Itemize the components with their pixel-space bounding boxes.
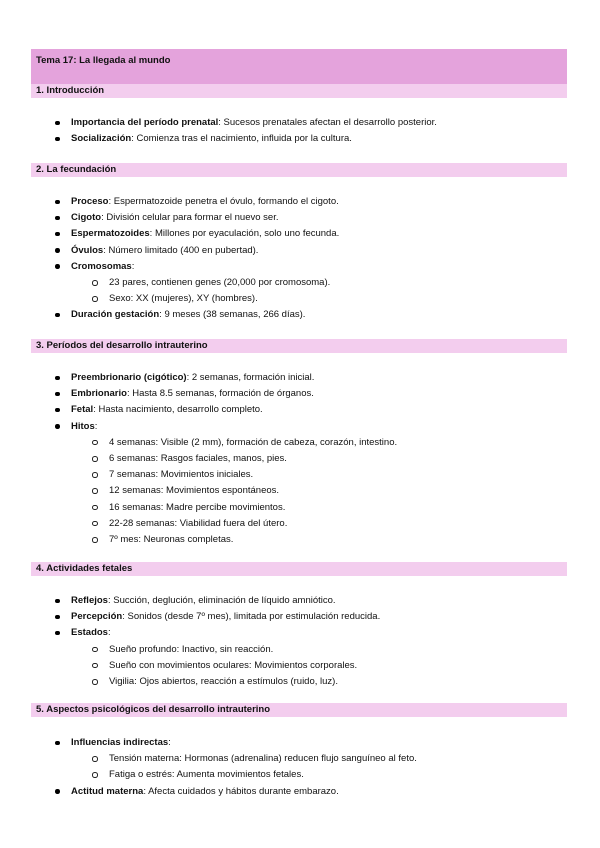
item-text: : Millones por eyaculación, solo uno fecunda. [149,228,340,240]
document-title-bar [31,49,567,84]
item-term: Hitos [71,420,95,432]
item-text: : [107,627,111,639]
item-term: Influencias indirectas [71,737,169,748]
item-term: Importancia del período prenatal [71,117,219,128]
section-heading: 2. La fecundación [36,164,117,175]
list-item [31,307,567,323]
item-term: Estados [71,627,108,639]
section-heading: 1. Introducción [36,85,105,96]
list-item [31,735,567,784]
list-item [31,419,567,549]
sub-list-item: Sexo: XX (mujeres), XY (hombres). [71,291,567,307]
item-term: Proceso [71,196,109,207]
section-heading: 3. Períodos del desarrollo intrauterino [36,340,208,351]
list-item [31,131,567,147]
sub-list-item: 23 pares, contienen genes (20,000 por cromosoma). [71,275,567,291]
list-item [31,226,567,242]
sub-list [71,435,567,548]
item-text: : Succión, deglución, eliminación de líquido amniótico. [107,595,336,606]
sub-list-item: Sueño con movimientos oculares: Movimientos corporales. [71,658,567,674]
bullet-list [31,194,567,324]
bullet-list [31,370,567,548]
list-item [31,609,567,625]
item-text: : Sucesos prenatales afectan el desarrollo posterior. [218,117,437,128]
section-heading-bar [31,163,567,177]
list-item [31,625,567,690]
sub-list-item: Vigilia: Ojos abiertos, reacción a estímulos (ruido, luz). [71,674,567,690]
sub-list-item: Sueño profundo: Inactivo, sin reacción. [71,642,567,658]
item-text: : [94,420,98,432]
item-term: Reflejos [71,595,108,606]
item-term: Óvulos [71,244,104,256]
sub-list [71,642,567,691]
item-text: : Sonidos (desde 7º mes), limitada por estimulación reducida. [122,611,381,623]
list-item [31,115,567,131]
sub-list-item: 16 semanas: Madre percibe movimientos. [71,500,567,516]
item-text: : Afecta cuidados y hábitos durante embarazo. [143,785,339,797]
section-heading: 5. Aspectos psicológicos del desarrollo intrauterino [36,704,271,715]
list-item [31,386,567,402]
item-term: Percepción [71,611,123,623]
bullet-list [31,593,567,690]
section-heading-bar [31,562,567,576]
list-item [31,194,567,210]
sub-list-item: Fatiga o estrés: Aumenta movimientos fetales. [71,767,567,783]
item-text: : [168,737,171,748]
item-text: : División celular para formar el nuevo ser. [101,212,279,224]
section-heading-bar [31,84,567,98]
sub-list-item: Tensión materna: Hormonas (adrenalina) reducen flujo sanguíneo al feto. [71,751,567,767]
bullet-list [31,115,567,147]
section-heading-bar [31,339,567,353]
item-text: : Comienza tras el nacimiento, influida por la cultura. [131,133,352,145]
sub-list-item: 6 semanas: Rasgos faciales, manos, pies. [71,451,567,467]
item-text: : 9 meses (38 semanas, 266 días). [159,309,306,321]
list-item [31,402,567,418]
item-text: : Espermatozoide penetra el óvulo, formando el cigoto. [108,196,339,207]
list-item [31,370,567,386]
list-item [31,210,567,226]
item-text: : Número limitado (400 en pubertad). [103,244,259,256]
sub-list-item: 4 semanas: Visible (2 mm), formación de cabeza, corazón, intestino. [71,435,567,451]
item-term: Embrionario [71,388,127,400]
item-term: Socialización [71,133,132,145]
item-term: Cromosomas [71,260,132,272]
item-text: : Hasta 8.5 semanas, formación de órganos. [126,388,314,400]
sub-list-item: 22-28 semanas: Viabilidad fuera del útero. [71,516,567,532]
item-term: Fetal [71,404,94,416]
sub-list-item: 7º mes: Neuronas completas. [71,532,567,548]
section-heading-bar [31,703,567,717]
item-term: Preembrionario (cigótico) [71,372,187,383]
item-term: Duración gestación [71,309,160,321]
item-term: Espermatozoides [71,228,150,240]
sub-list-item: 12 semanas: Movimientos espontáneos. [71,483,567,499]
list-item [31,784,567,800]
sub-list [71,275,567,307]
list-item [31,593,567,609]
document-title: Tema 17: La llegada al mundo [36,55,171,66]
list-item [31,259,567,308]
bullet-list [31,735,567,800]
sub-list [71,751,567,783]
item-text: : 2 semanas, formación inicial. [186,372,315,383]
section-heading: 4. Actividades fetales [36,563,133,574]
sub-list-item: 7 semanas: Movimientos iniciales. [71,467,567,483]
item-term: Actitud materna [71,785,144,797]
item-text: : [131,260,135,272]
item-text: : Hasta nacimiento, desarrollo completo. [93,404,263,416]
item-term: Cigoto [71,212,102,224]
list-item [31,243,567,259]
